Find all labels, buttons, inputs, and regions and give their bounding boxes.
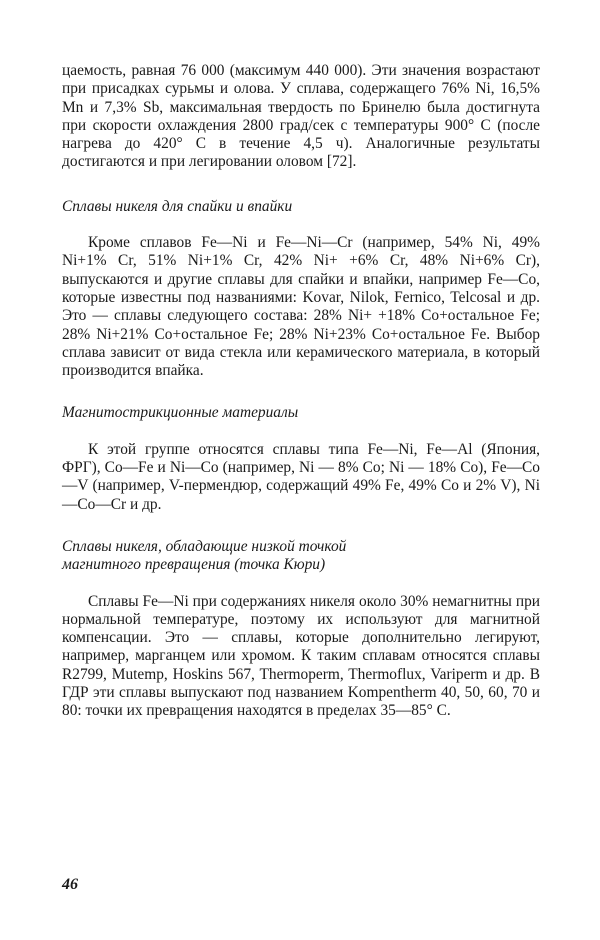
- section-heading-line-1: Сплавы никеля, обладающие низкой точкой: [62, 537, 347, 555]
- section-heading-low-curie-point: [62, 538, 540, 575]
- paragraph-low-curie-point: Сплавы Fe—Ni при содержаниях никеля около 30% немагнитны при нормальной температуре, поэтому их используют для магнитной компенсации. Это — сплавы, которые дополнительно легируют, например, марганцем или хромом. К таким сплавам относятся сплавы R2799, Mutemp, Hoskins 567, Thermoperm, Thermoflux, Variperm и др. В ГДР эти сплавы выпускают под названием Kompentherm 40, 50, 60, 70 и 80: точки их превращения находятся в пределах 35—85° С.: [62, 592, 540, 720]
- paragraph-soldering-alloys: Кроме сплавов Fe—Ni и Fe—Ni—Cr (например, 54% Ni, 49% Ni+1% Cr, 51% Ni+1% Cr, 42% Ni+ +6% Cr, 48% Ni+6% Cr), выпускаются и другие сплавы для спайки и впайки, например Fe—Co, которые известны под названиями: Kovar, Nilok, Fernico, Telcosal и др. Это — сплавы следующего состава: 28% Ni+ +18% Co+остальное Fe; 28% Ni+21% Co+остальное Fe; 28% Ni+23% Co+остальное Fe. Выбор сплава зависит от вида стекла или керамического материала, в который производится впайка.: [62, 234, 540, 380]
- section-heading-magnetostrictive: Магнитострикционные материалы: [62, 404, 299, 422]
- page-number: 46: [62, 876, 78, 893]
- section-heading-line-2: магнитного превращения (точка Кюри): [62, 556, 326, 574]
- page-body: [62, 62, 540, 721]
- section-heading-soldering-alloys: Сплавы никеля для спайки и впайки: [62, 197, 293, 215]
- paragraph-magnetostrictive: К этой группе относятся сплавы типа Fe—Ni, Fe—Al (Япония, ФРГ), Co—Fe и Ni—Co (например, Ni — 8% Co; Ni — 18% Co), Fe—Co—V (например, V-пермендюр, содержащий 49% Fe, 49% Co и 2% V), Ni—Co—Cr и др.: [62, 440, 540, 513]
- paragraph-continuation: цаемость, равная 76 000 (максимум 440 000). Эти значения возрастают при присадках сурьмы и олова. У сплава, содержащего 76% Ni, 16,5% Mn и 7,3% Sb, максимальная твердость по Бринелю была достигнута при скорости охлаждения 2800 град/сек с температуры 900° С (после нагрева до 420° С в течение 4,5 ч). Аналогичные результаты достигаются и при легировании оловом [72].: [62, 62, 540, 171]
